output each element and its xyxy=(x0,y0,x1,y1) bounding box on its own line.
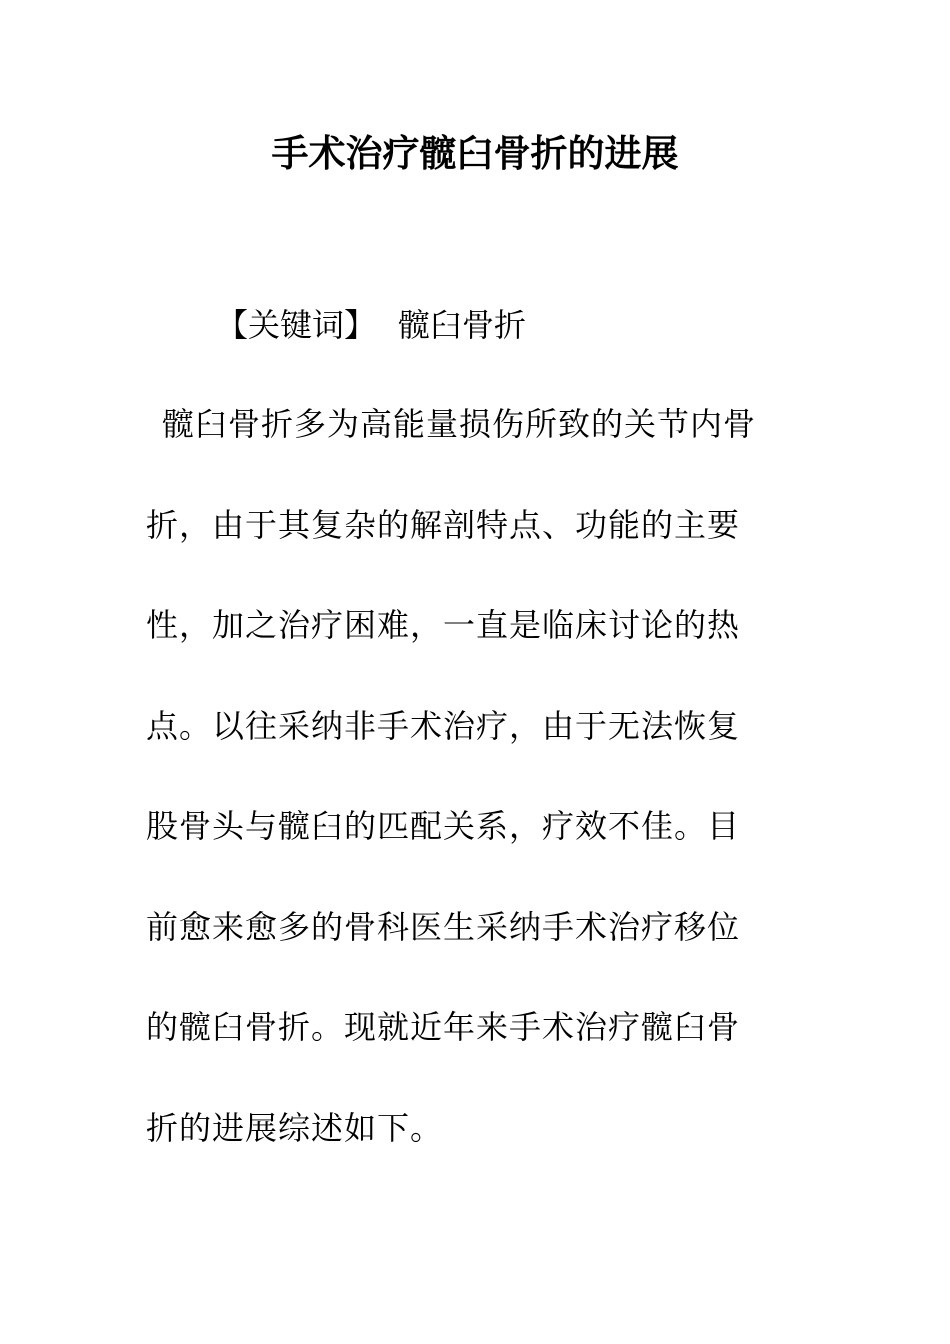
document-title: 手术治疗髋臼骨折的进展 xyxy=(271,131,679,175)
keywords-value: 髋臼骨折 xyxy=(398,306,527,344)
body-line: 髋臼骨折多为高能量损伤所致的关节内骨 xyxy=(162,405,757,443)
body-line: 点。以往采纳非手术治疗，由于无法恢复 xyxy=(146,706,741,745)
body-line: 性，加之治疗困难，一直是临床讨论的热 xyxy=(146,606,741,644)
keywords-label: 【关键词】 xyxy=(216,306,377,344)
body-line: 股骨头与髋臼的匹配关系，疗效不佳。目 xyxy=(146,807,741,845)
body-paragraph xyxy=(146,399,806,1203)
body-line: 的髋臼骨折。现就近年来手术治疗髋臼骨 xyxy=(146,1008,741,1046)
keywords-line xyxy=(216,300,526,350)
body-line: 折，由于其复杂的解剖特点、功能的主要 xyxy=(146,505,741,544)
body-line: 前愈来愈多的骨科医生采纳手术治疗移位 xyxy=(146,907,741,946)
body-line: 折的进展综述如下。 xyxy=(146,1108,444,1147)
